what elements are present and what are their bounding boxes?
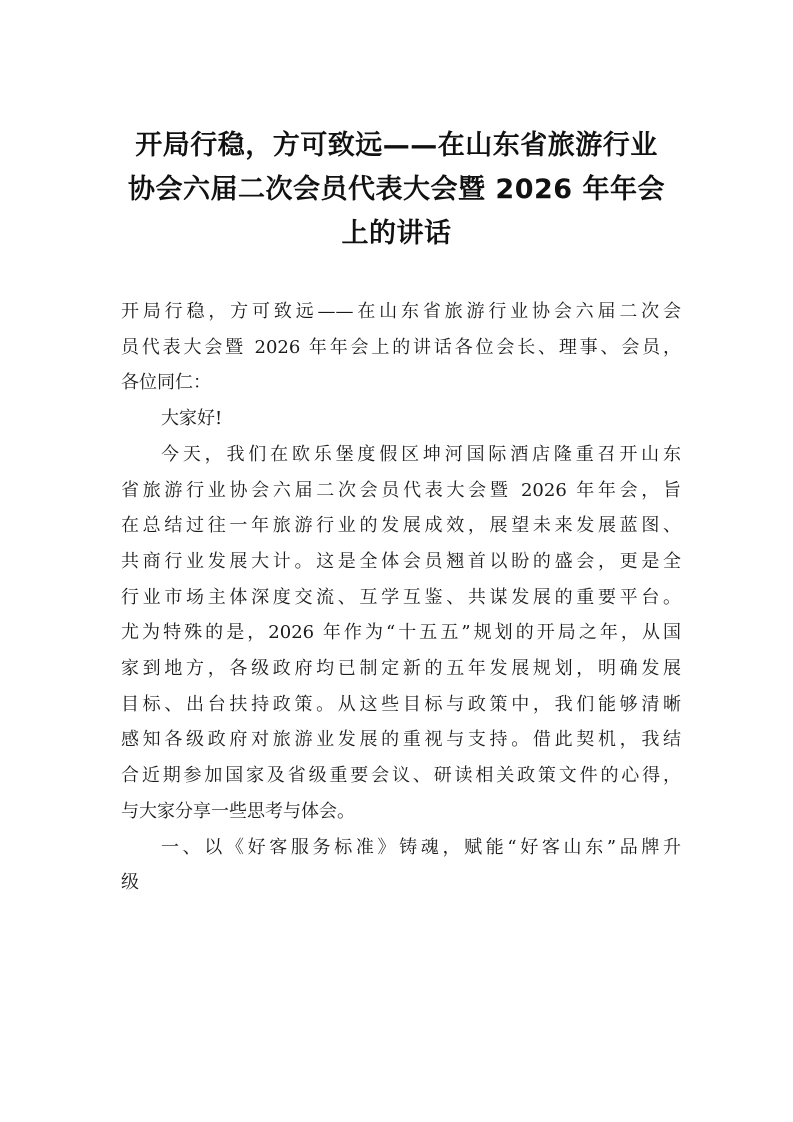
title-line-3: 上的讲话 [341, 218, 452, 249]
paragraph-line: 家到地方，各级政府均已制定新的五年发展规划，明确发展 [121, 658, 681, 680]
paragraph-heading-salutation [121, 294, 681, 401]
paragraph-line: 与大家分享一些思考与体会。 [121, 800, 355, 822]
paragraph-line: 各位同仁： [121, 372, 211, 394]
title-line-1: 开局行稳，方可致远——在山东省旅游行业 [135, 130, 658, 161]
section-heading-1 [121, 830, 681, 901]
paragraph-line: 感知各级政府对旅游业发展的重视与支持。借此契机，我结 [121, 729, 681, 751]
document-body [121, 294, 681, 901]
paragraph-line: 级 [121, 872, 139, 894]
paragraph-line: 合近期参加国家及省级重要会议、研读相关政策文件的心得， [121, 765, 681, 787]
paragraph-line: 今天，我们在欧乐堡度假区坤河国际酒店隆重召开山东 [161, 443, 681, 465]
document-title [110, 124, 683, 256]
title-line-2: 协会六届二次会员代表大会暨 2026 年年会 [128, 174, 665, 205]
paragraph-line: 目标、出台扶持政策。从这些目标与政策中，我们能够清晰 [121, 693, 681, 715]
paragraph-line: 省旅游行业协会六届二次会员代表大会暨 2026 年年会，旨 [121, 479, 681, 501]
paragraph-line: 员代表大会暨 2026 年年会上的讲话各位会长、理事、会员， [121, 336, 681, 358]
paragraph-introduction [121, 437, 681, 830]
paragraph-line: 尤为特殊的是，2026 年作为“十五五”规划的开局之年，从国 [121, 622, 681, 644]
paragraph-line: 在总结过往一年旅游行业的发展成效，展望未来发展蓝图、 [121, 515, 681, 537]
paragraph-greeting [121, 401, 681, 437]
paragraph-line: 共商行业发展大计。这是全体会员翘首以盼的盛会，更是全 [121, 550, 681, 572]
paragraph-line: 行业市场主体深度交流、互学互鉴、共谋发展的重要平台。 [121, 586, 681, 608]
paragraph-line: 一、以《好客服务标准》铸魂，赋能“好客山东”品牌升 [161, 836, 681, 858]
paragraph-line: 开局行稳，方可致远——在山东省旅游行业协会六届二次会 [121, 301, 681, 322]
paragraph-line: 大家好! [161, 408, 223, 430]
